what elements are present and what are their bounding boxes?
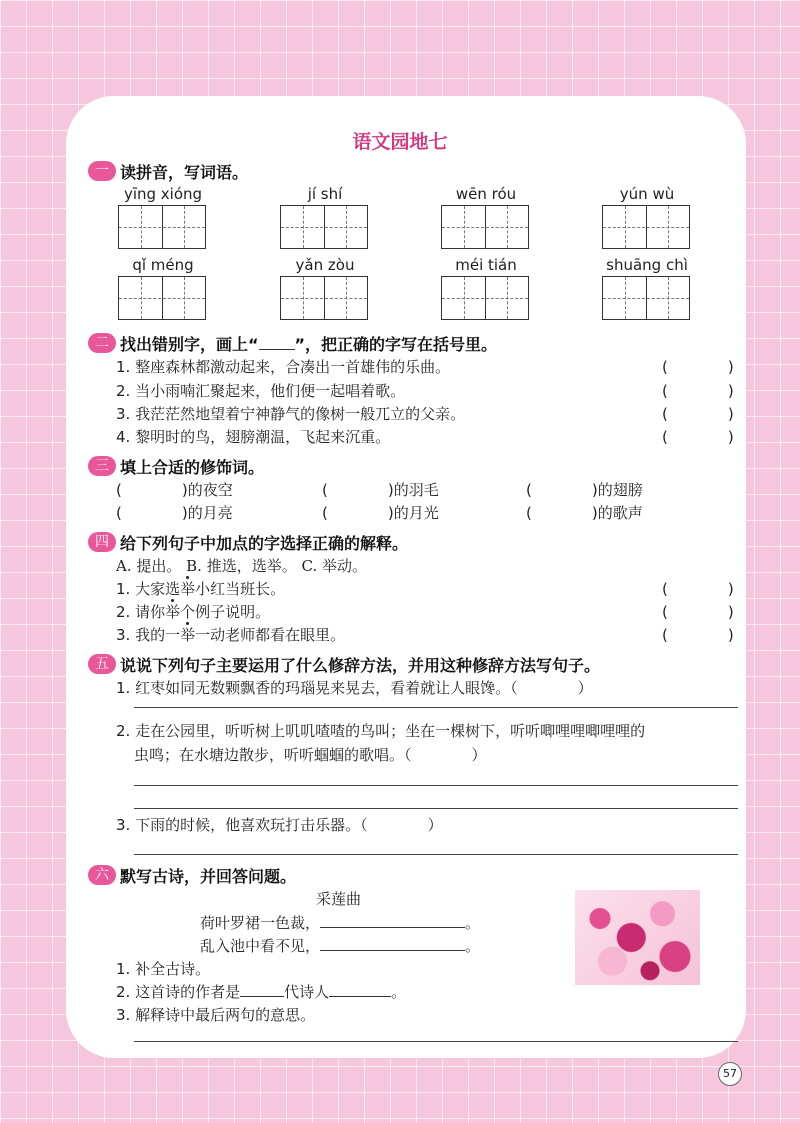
list-item: 1. 大家选举小红当班长。 xyxy=(116,580,286,598)
list-item: 1. 红枣如同无数颗飘香的玛瑙晃来晃去，看着就让人眼馋。（ ） xyxy=(116,679,593,697)
answer-paren[interactable]: ( ) xyxy=(662,580,734,598)
section-5-title: 说说下列句子主要运用了什么修辞方法，并用这种修辞方法写句子。 xyxy=(120,656,601,675)
list-item: 3. 我的一举一动老师都看在眼里。 xyxy=(116,626,346,644)
writing-grid[interactable] xyxy=(280,205,368,249)
section-4-badge: 四 xyxy=(88,532,116,552)
list-item: 1. 整座森林都激动起来，合凑出一首雄伟的乐曲。 xyxy=(116,358,451,376)
answer-paren[interactable]: ( ) xyxy=(662,626,734,644)
page-number: 57 xyxy=(718,1062,742,1086)
pinyin-label: shuāng chì xyxy=(606,256,688,274)
section-1-badge: 一 xyxy=(88,161,116,181)
poem-line: 荷叶罗裙一色裁， 。 xyxy=(200,914,481,932)
pinyin-label: yún wù xyxy=(619,185,675,203)
list-item: 3. 下雨的时候，他喜欢玩打击乐器。（ ） xyxy=(116,816,443,834)
poem-line: 乱入池中看不见， 。 xyxy=(200,937,481,955)
fill-item[interactable]: ( )的歌声 xyxy=(526,504,643,522)
list-item: 2. 走在公园里，听听树上叽叽喳喳的鸟叫；坐在一棵树下，听听唧哩哩唧哩哩的 xyxy=(116,722,646,740)
options: A. 提出。 B. 推选，选举。 C. 举动。 xyxy=(116,557,367,575)
list-item: 2. 当小雨喃汇聚起来，他们便一起唱着歌。 xyxy=(116,382,406,400)
section-6-badge: 六 xyxy=(88,865,116,885)
section-3-badge: 三 xyxy=(88,456,116,476)
writing-grid[interactable] xyxy=(602,205,690,249)
section-2-title-a: 找出错别字，画上“ xyxy=(120,335,259,354)
answer-paren[interactable]: ( ) xyxy=(662,358,734,376)
pinyin-label: yīng xióng xyxy=(123,185,203,203)
poem-title: 采莲曲 xyxy=(316,890,362,908)
list-item: 4. 黎明时的鸟，翅膀潮温，飞起来沉重。 xyxy=(116,428,391,446)
list-item: 虫鸣；在水塘边散步，听听蝈蝈的歌唱。（ ） xyxy=(134,746,487,764)
lotus-image xyxy=(575,890,700,985)
section-3-title: 填上合适的修饰词。 xyxy=(120,458,265,477)
pinyin-label: qǐ méng xyxy=(132,256,194,274)
section-2-badge: 二 xyxy=(88,333,116,353)
pinyin-label: yǎn zòu xyxy=(295,256,355,274)
answer-line[interactable] xyxy=(134,785,738,786)
fill-item[interactable]: ( )的羽毛 xyxy=(322,481,439,499)
section-2-title-b: ”，把正确的字写在括号里。 xyxy=(294,335,498,354)
section-4-title: 给下列句子中加点的字选择正确的解释。 xyxy=(120,534,409,553)
writing-grid[interactable] xyxy=(441,205,529,249)
writing-grid[interactable] xyxy=(118,276,206,320)
answer-paren[interactable]: ( ) xyxy=(662,405,734,423)
fill-item[interactable]: ( )的月光 xyxy=(322,504,439,522)
pinyin-label: jí shí xyxy=(307,185,343,203)
answer-line[interactable] xyxy=(134,854,738,855)
writing-grid[interactable] xyxy=(441,276,529,320)
section-2-title xyxy=(120,332,497,355)
page-title: 语文园地七 xyxy=(352,131,448,153)
list-item: 3. 解释诗中最后两句的意思。 xyxy=(116,1006,316,1024)
answer-paren[interactable]: ( ) xyxy=(662,382,734,400)
fill-item[interactable]: ( )的月亮 xyxy=(116,504,233,522)
list-item: 3. 我茫茫然地望着宁神静气的像树一般兀立的父亲。 xyxy=(116,405,466,423)
section-1-title: 读拼音，写词语。 xyxy=(120,163,249,182)
list-item: 1. 补全古诗。 xyxy=(116,960,211,978)
writing-grid[interactable] xyxy=(280,276,368,320)
writing-grid[interactable] xyxy=(602,276,690,320)
answer-line[interactable] xyxy=(134,808,738,809)
answer-line[interactable] xyxy=(134,1041,738,1042)
fill-item[interactable]: ( )的夜空 xyxy=(116,481,233,499)
fill-item[interactable]: ( )的翅膀 xyxy=(526,481,643,499)
section-5-badge: 五 xyxy=(88,654,116,674)
pinyin-label: wēn róu xyxy=(455,185,517,203)
list-item: 2. 这首诗的作者是 代诗人 。 xyxy=(116,983,407,1001)
writing-grid[interactable] xyxy=(118,205,206,249)
section-6-title: 默写古诗，并回答问题。 xyxy=(120,867,297,886)
answer-paren[interactable]: ( ) xyxy=(662,428,734,446)
pinyin-label: méi tián xyxy=(455,256,517,274)
answer-line[interactable] xyxy=(134,707,738,708)
underline-sample xyxy=(259,349,295,350)
list-item: 2. 请你举个例子说明。 xyxy=(116,603,271,621)
answer-paren[interactable]: ( ) xyxy=(662,603,734,621)
